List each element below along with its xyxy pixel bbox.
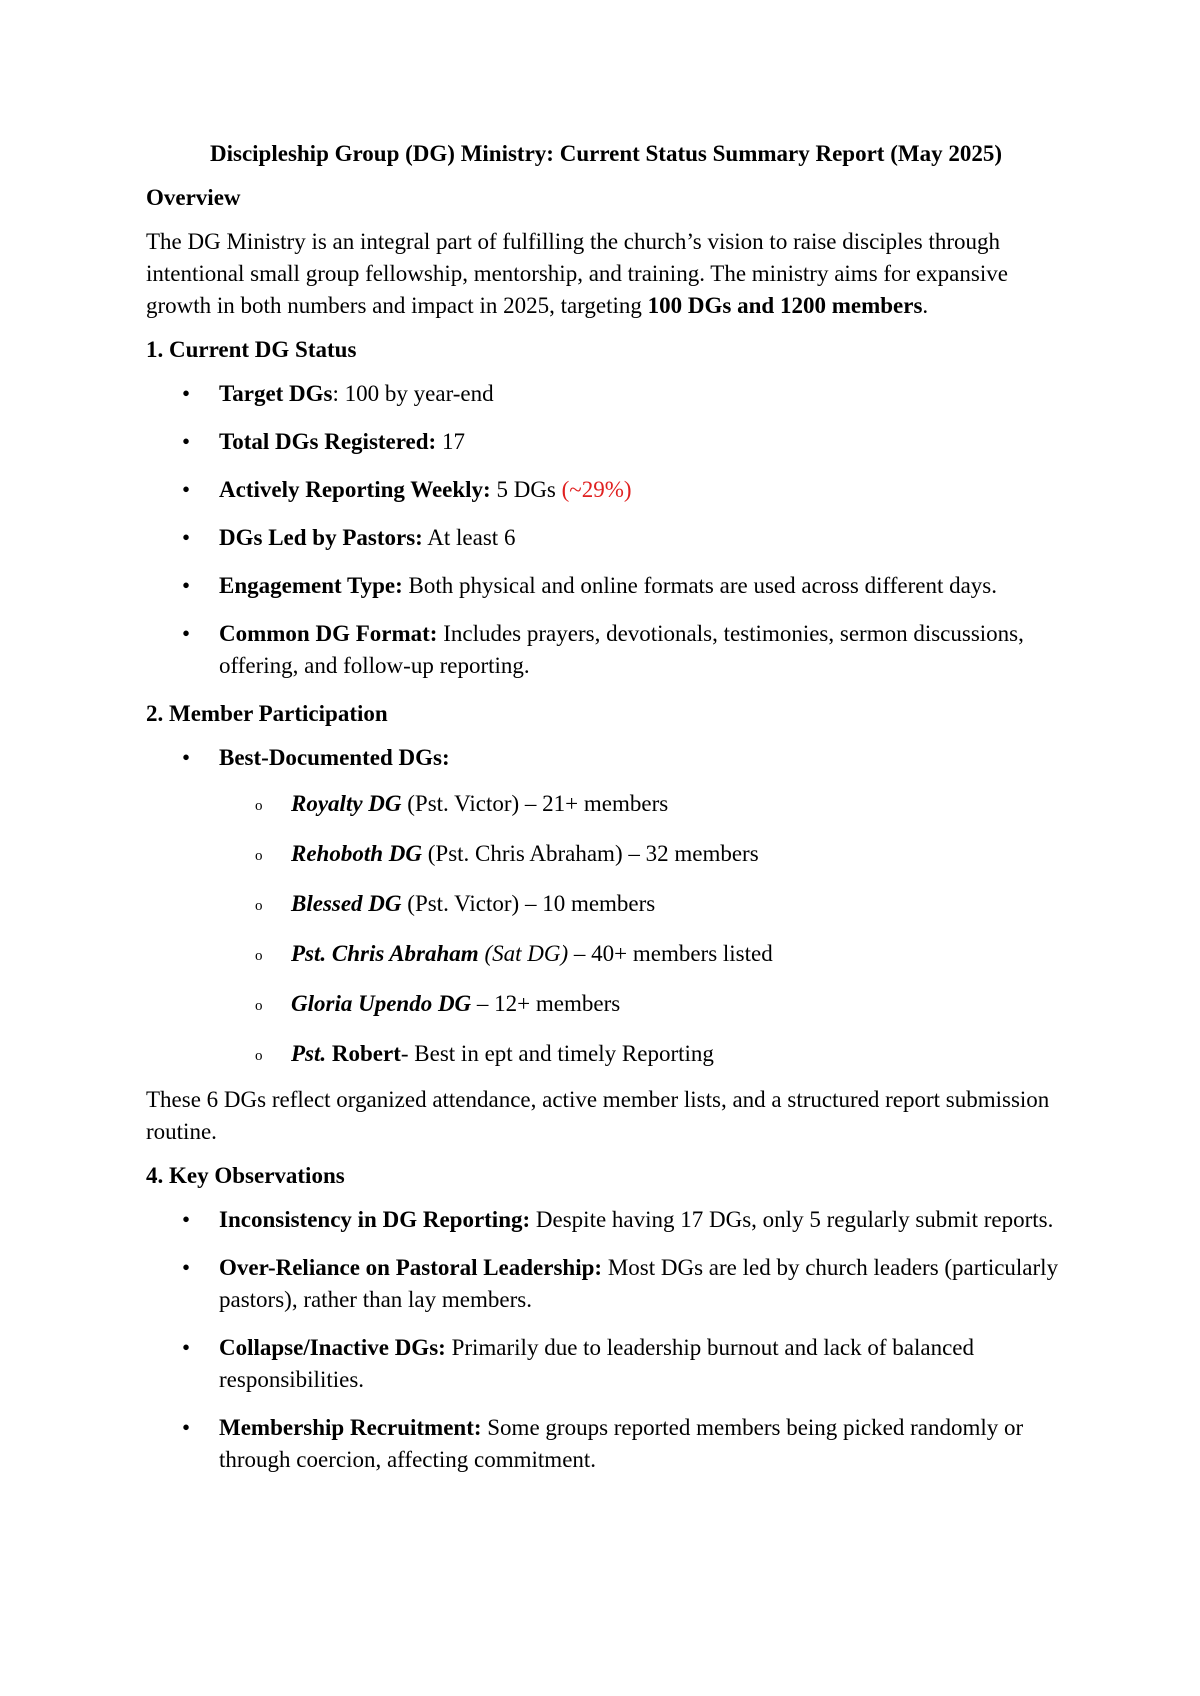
bullet-icon: • (182, 1415, 191, 1440)
item-label: Membership Recruitment: (219, 1415, 482, 1440)
bullet-icon: • (182, 429, 191, 454)
item-label: Inconsistency in DG Reporting: (219, 1207, 531, 1232)
overview-heading: Overview (146, 185, 241, 210)
bullet-icon: • (182, 573, 191, 598)
dg-detail: – 12+ members (471, 991, 621, 1016)
list-item (146, 474, 1066, 506)
circle-bullet-icon: o (255, 898, 263, 914)
sublist-item (219, 838, 1066, 870)
overview-target: 100 DGs and 1200 members (647, 293, 923, 318)
dg-name: Pst. Chris Abraham (291, 941, 479, 966)
item-text: Most DGs are led by church leaders (particularly pastors), rather than lay members. (219, 1255, 1059, 1312)
dg-name: Gloria Upendo DG (291, 991, 472, 1016)
bullet-icon: • (182, 525, 191, 550)
item-text: 5 DGs (490, 477, 562, 502)
list-item (146, 522, 1066, 554)
item-text: At least 6 (422, 525, 516, 550)
sublist-item (219, 888, 1066, 920)
item-label: Total DGs Registered: (219, 429, 437, 454)
dg-detail: (Pst. Chris Abraham) – 32 members (422, 841, 759, 866)
list-item (146, 378, 1066, 410)
dg-name: Blessed DG (291, 891, 402, 916)
participation-list (146, 742, 1066, 1070)
dg-detail: – 40+ members listed (568, 941, 773, 966)
bullet-icon: • (182, 621, 191, 646)
item-label: Over-Reliance on Pastoral Leadership: (219, 1255, 603, 1280)
dg-sublist (219, 788, 1066, 1070)
item-label: Collapse/Inactive DGs: (219, 1335, 446, 1360)
dg-detail: (Pst. Victor) – 21+ members (401, 791, 669, 816)
bullet-icon: • (182, 477, 191, 502)
item-text: Primarily due to leadership burnout and lack of balanced responsibilities. (219, 1335, 975, 1392)
item-label: Common DG Format: (219, 621, 438, 646)
circle-bullet-icon: o (255, 1048, 263, 1064)
list-item (146, 1204, 1066, 1236)
status-list (146, 378, 1066, 682)
overview-paragraph (146, 226, 1066, 322)
item-label: DGs Led by Pastors: (219, 525, 423, 550)
list-item (146, 742, 1066, 1070)
dg-detail: - Best in ept and timely Reporting (400, 1041, 714, 1066)
list-item (146, 426, 1066, 458)
item-text: Both physical and online formats are used across different days. (402, 573, 998, 598)
item-text: Includes prayers, devotionals, testimonies, sermon discussions, offering, and follow-up reporting. (219, 621, 1024, 678)
list-item (146, 1332, 1066, 1396)
bullet-icon: • (182, 381, 191, 406)
bullet-icon: • (182, 1207, 191, 1232)
circle-bullet-icon: o (255, 798, 263, 814)
list-item (146, 570, 1066, 602)
sublist-item (219, 788, 1066, 820)
dg-detail: (Pst. Victor) – 10 members (401, 891, 656, 916)
dg-name: Rehoboth DG (291, 841, 422, 866)
item-label: Best-Documented DGs: (219, 745, 450, 770)
overview-text-end: . (922, 293, 929, 318)
item-label: Engagement Type: (219, 573, 403, 598)
circle-bullet-icon: o (255, 998, 263, 1014)
page-title: Discipleship Group (DG) Ministry: Current Status Summary Report (May 2025) (210, 141, 1002, 166)
sublist-item (219, 988, 1066, 1020)
overview-text: The DG Ministry is an integral part of fulfilling the church’s vision to raise disciples through intentional small group fellowship, mentorship, and training. The ministry aims for expansive growth in both numbers and impact in 2025, targeting (146, 229, 1008, 318)
item-text: Despite having 17 DGs, only 5 regularly submit reports. (530, 1207, 1054, 1232)
bullet-icon: • (182, 745, 191, 770)
item-text: 17 (436, 429, 465, 454)
sublist-item (219, 1038, 1066, 1070)
dg-name: Pst. (291, 1041, 327, 1066)
list-item (146, 1412, 1066, 1476)
item-label: Target DGs (219, 381, 333, 406)
section2-heading: 2. Member Participation (146, 701, 388, 726)
bullet-icon: • (182, 1335, 191, 1360)
sublist-item (219, 938, 1066, 970)
list-item (146, 618, 1066, 682)
bullet-icon: • (182, 1255, 191, 1280)
document-content (146, 138, 1066, 1492)
circle-bullet-icon: o (255, 948, 263, 964)
item-text: : 100 by year-end (332, 381, 494, 406)
section1-heading: 1. Current DG Status (146, 337, 357, 362)
dg-day: (Sat DG) (478, 941, 569, 966)
circle-bullet-icon: o (255, 848, 263, 864)
participation-summary: These 6 DGs reflect organized attendance, active member lists, and a structured report submission routine. (146, 1087, 1050, 1144)
dg-name: Royalty DG (291, 791, 402, 816)
item-label: Actively Reporting Weekly: (219, 477, 491, 502)
percentage-highlight: (~29%) (561, 477, 632, 502)
list-item (146, 1252, 1066, 1316)
item-text: Some groups reported members being picked randomly or through coercion, affecting commitment. (219, 1415, 1024, 1472)
section4-heading: 4. Key Observations (146, 1163, 345, 1188)
dg-leader: Robert (326, 1041, 401, 1066)
observations-list (146, 1204, 1066, 1476)
